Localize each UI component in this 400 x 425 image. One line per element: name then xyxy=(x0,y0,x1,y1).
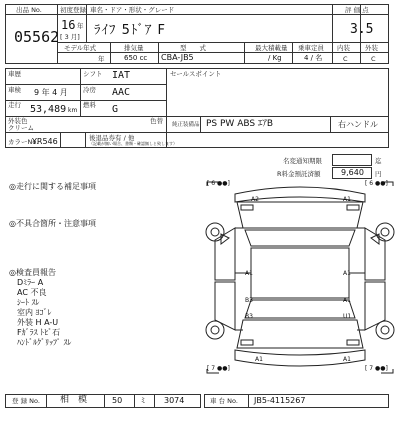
damage-mark: A1 xyxy=(343,297,351,304)
diagram-tag-top-left: [ 6 ●●] xyxy=(207,180,230,187)
recycle-note: （記載が無い場合、書類・確認無しと致します） xyxy=(89,141,177,146)
aircon-value: AAC xyxy=(112,87,131,98)
car-name-label: 車名・ドア・形状・グレード xyxy=(90,6,175,14)
diagram-tag-bottom-right: [ 7 ●●] xyxy=(365,365,388,372)
damage-mark: A1 xyxy=(343,270,351,277)
color-no-value: YR546 xyxy=(32,137,58,146)
fuel-label: 燃料 xyxy=(83,101,96,109)
max-load-label: 最大積載量 xyxy=(255,44,288,52)
model-year-label: モデル年式 xyxy=(64,44,97,52)
score-label: 評 価 点 xyxy=(345,6,369,14)
interior-label: 内装 xyxy=(337,44,350,52)
list-item: Fｶﾞﾗｽ ﾄﾋﾞ石 xyxy=(17,328,61,337)
recycle-label: 後退品券有 / 他 xyxy=(89,134,135,142)
diagram-tag-top-right: [ 6 ●●] xyxy=(365,180,388,187)
sales-point-label: セールスポイント xyxy=(170,70,222,78)
first-reg-month: [ 3 月] xyxy=(60,33,80,41)
chassis-number: JB5-4115267 xyxy=(254,396,306,405)
car-name: ﾗｲﾌ 5ﾄﾞｱ F xyxy=(94,23,167,38)
lot-label: 出品 No. xyxy=(16,6,42,14)
model-year-unit: 年 xyxy=(98,55,105,63)
damage-mark: B3 xyxy=(245,297,253,304)
diagram-tag-bottom-left: [ 7 ●●] xyxy=(207,365,230,372)
defect-notes-label: ◎不具合箇所・注意事項 xyxy=(9,219,96,228)
first-reg-year: 16 xyxy=(61,18,76,32)
reg-kana: ﾐ xyxy=(141,396,145,405)
reg-number: 3074 xyxy=(164,396,185,405)
reg-label: 登 録 No. xyxy=(12,397,40,405)
inspector-report-list xyxy=(17,278,167,348)
color-value: クリーム xyxy=(8,124,34,132)
history-label: 車歴 xyxy=(8,70,21,78)
score: 3.5 xyxy=(350,22,374,37)
handle-value: 右ハンドル xyxy=(338,120,378,129)
first-reg-year-unit: 年 xyxy=(77,22,84,30)
car-diagram xyxy=(205,180,395,375)
first-reg-label: 初度登録 xyxy=(60,6,86,14)
inspector-report-label: ◎検査員報告 xyxy=(9,268,56,277)
chassis-label: 車 台 No. xyxy=(210,397,238,405)
car-outline-svg xyxy=(205,180,395,375)
max-load: / Kg xyxy=(268,54,282,62)
equipment-value: PS PW ABS ｴｱB xyxy=(206,119,274,129)
recycle-fee-unit: 円 xyxy=(375,170,382,178)
damage-mark: U1 xyxy=(343,313,352,320)
mileage-value: 53,489 xyxy=(30,104,67,115)
list-item: 外装 H A-U xyxy=(17,318,59,327)
damage-mark: A2 xyxy=(251,196,259,203)
damage-mark: A1 xyxy=(343,356,351,363)
name-change-box xyxy=(332,154,372,166)
displacement: 650 cc xyxy=(124,54,148,62)
capacity-label: 乗車定員 xyxy=(298,44,324,52)
mileage-label: 走行 xyxy=(8,101,21,109)
shift-value: IAT xyxy=(112,70,131,81)
reg-region: 相 模 xyxy=(60,395,88,405)
shaken-label: 車検 xyxy=(8,86,21,94)
color-change-label: 色替 xyxy=(150,117,163,125)
damage-mark: A1 xyxy=(245,270,253,277)
lot-number: 05562 xyxy=(14,28,60,46)
exterior-label: 外装 xyxy=(365,44,378,52)
name-change-label: 名変通知期限 xyxy=(283,157,322,165)
list-item: ﾊﾝﾄﾞﾙｸﾞﾘｯﾌﾟ ｽﾚ xyxy=(17,338,72,347)
damage-mark: A1 xyxy=(255,356,263,363)
reg-class: 50 xyxy=(112,396,123,405)
recycle-fee-value: 9,640 xyxy=(341,168,364,177)
model-label: 型 式 xyxy=(180,44,206,52)
model-code: CBA-JB5 xyxy=(161,53,194,62)
aircon-label: 冷房 xyxy=(83,86,96,94)
equipment-label: 純正装備品 xyxy=(172,122,200,128)
damage-mark: B3 xyxy=(245,313,253,320)
color-label: 外装色 xyxy=(8,117,28,125)
list-item: ｼｰﾄ ｽﾚ xyxy=(17,298,40,307)
list-item: AC 不良 xyxy=(17,288,47,297)
exterior-grade: C xyxy=(371,55,376,63)
name-change-unit: 迄 xyxy=(375,157,382,165)
shift-label: シフト xyxy=(83,70,103,78)
color-no-label: カラーNo. xyxy=(8,138,39,146)
displacement-label: 排気量 xyxy=(124,44,144,52)
capacity: 4 / 名 xyxy=(304,54,323,62)
interior-grade: C xyxy=(343,55,348,63)
shaken-value: 9 年 4 月 xyxy=(34,88,68,97)
list-item: Dﾐﾗｰ A xyxy=(17,278,44,287)
driving-notes-label: ◎走行に関する補足事項 xyxy=(9,182,96,191)
mileage-unit: km xyxy=(68,107,78,114)
recycle-fee-label: R料金預託済額 xyxy=(277,170,321,178)
fuel-value: G xyxy=(112,104,119,115)
damage-mark: A1 xyxy=(343,196,351,203)
list-item: 室内 ﾖｺﾞﾚ xyxy=(17,308,52,317)
